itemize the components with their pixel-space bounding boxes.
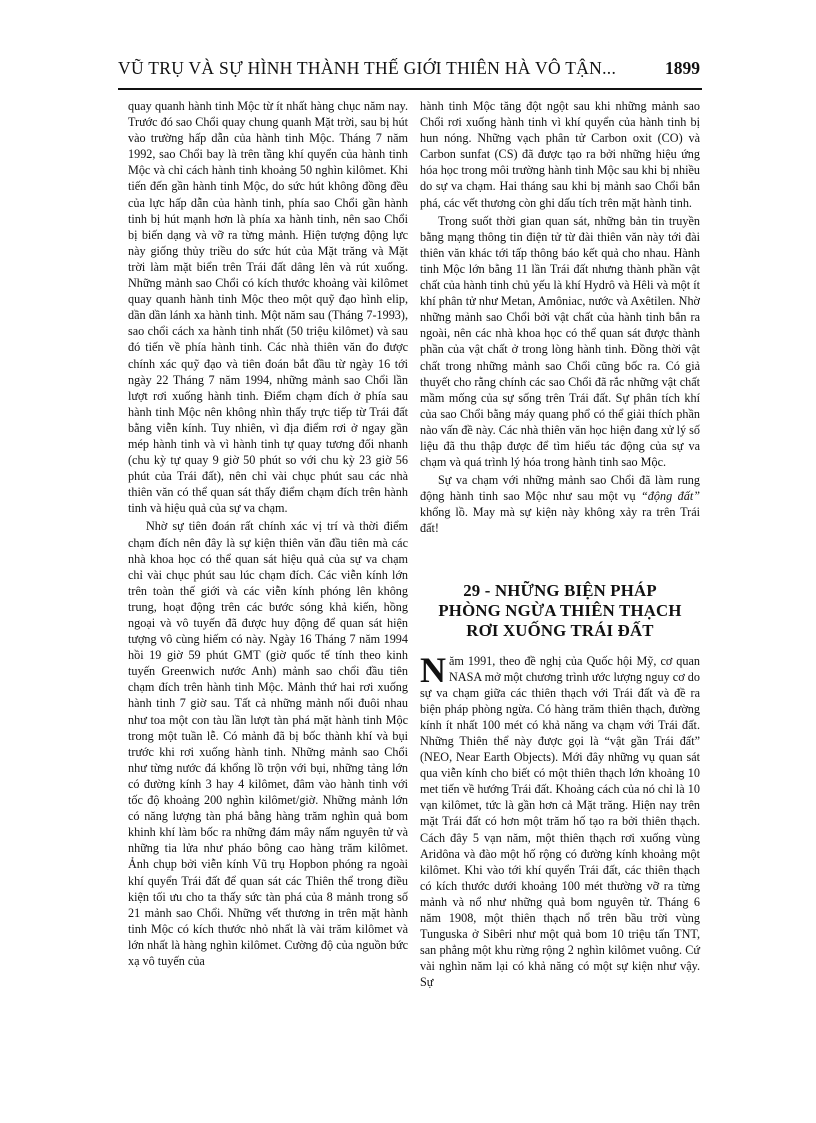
left-column — [128, 98, 408, 969]
italic-term: “động đất” — [641, 489, 700, 504]
paragraph — [420, 472, 700, 536]
header-rule — [118, 88, 702, 90]
paragraph — [420, 649, 700, 991]
text-span: ăm 1991, theo đề nghị của Quốc hội Mỹ, cơ quan NASA mở một chương trình ước lượng nguy cơ do sự va chạm giữa các thiên thạch với Trái đất và đề ra biện pháp phòng ngừa. Có hàng trăm thiên thạch, đường kính ít nhất 100 mét có khả năng va chạm với Trái đất. Những Thiên thể này được gọi là “vật gần Trái đất” (NEO, Near Earth Objects). Mới đây những vụ quan sát qua viễn kính cho biết có một thiên thạch lớn khoảng 10 met tiến về hướng Trái đất. Khoảng cách của nó chỉ là 10 vạn kilômet, tức là gần hơn cả Mặt trăng. Hiện nay trên mặt Trái đất có hơn một trăm hố tạo ra bởi thiên thạch. Cách đây 5 vạn năm, một thiên thạch rơi xuống vùng Aridôna và đào một hố rộng có đường kính khoảng một kilômet. Khi vào tới khí quyển Trái đất, các thiên thạch có kích thước dưới khoảng 100 mét thường vỡ ra từng mảnh và nổ như những quả bom nguyên tử. Tháng 6 năm 1908, một thiên thạch nổ trên bầu trời vùng Tunguska ở Sibêri như một quả bom 10 triệu tấn TNT, san phẳng một khu rừng rộng 2 nghìn kilômet vuông. Cứ vài nghìn năm lại có khả năng có một sự kiện như vậy. Sự — [420, 653, 700, 990]
right-column — [420, 98, 700, 991]
page-number: 1899 — [665, 58, 700, 78]
page-header — [118, 58, 700, 88]
paragraph: Trong suốt thời gian quan sát, những bản tin truyền bằng mạng thông tin điện tử từ đài thiên văn này tới đài thiên văn khác tới tấp thông báo kết quả cho nhau. Hành tinh Mộc lớn bằng 11 lần Trái đất nhưng thành phần vật chất của hành tinh chủ yếu là khí Hydrô và Hêli và một ít khí phân tử như Metan, Amôniac, nước và Axêtilen. Nhờ những mảnh sao Chổi bởi vật chất của hành tinh bắn ra ngoài, nên các nhà khoa học có thể quan sát được thành phần của vật chất ở trong lòng hành tinh. Đồng thời vật chất trong những mảnh sao Chổi cũng bốc ra. Có giả thuyết cho rằng chính các sao Chổi đã rắc những vật chất mầm mống của sự sống trên Trái đất. Sự phân tích khí của sao Chổi bằng máy quang phổ có thể giải thích phần nào vấn đề này. Các nhà thiên văn học hiện đang xử lý số liệu đã thu thập được để tìm hiểu tác động của sự va chạm và quá trình lý hóa trong hành tinh sao Mộc. — [420, 213, 700, 470]
text-span: Sự va chạm với những mảnh sao Chổi đã làm rung động hành tinh sao Mộc như sau một vụ — [420, 473, 700, 504]
text-span: khổng lồ. May mà sự kiện này không xảy ra trên Trái đất! — [420, 505, 700, 536]
paragraph: Nhờ sự tiên đoán rất chính xác vị trí và thời điểm chạm đích nên đây là sự kiện thiên văn đầu tiên mà các nhà khoa học có thể quan sát hiệu quả của sự va chạm chỉ vài chục phút sau lúc chạm đích. Các viễn kính lớn trên toàn thế giới và các viễn kính phóng lên không trung, hoạt động trên các bước sóng khả kiến, hồng ngoại và vô tuyến đã được huy động để quan sát hiện tượng vô cùng hiếm có này. Ngày 16 Tháng 7 năm 1994 hồi 19 giờ 59 phút GMT (giờ quốc tế tính theo kinh tuyến Greenwich nước Anh) mảnh sao chổi đầu tiên chạm đích trên hành tinh Mộc. Mảnh thứ hai rơi xuống hành tinh 7 giờ sau. Tất cả những mảnh nối đuôi nhau như toa một con tàu lần lượt tàn phá mặt hành tinh Mộc trong một tuần lễ. Có mảnh đã bị bốc thành khí và bụi trước khi rơi xuống hành tinh. Những mảnh sao Chổi như từng nước đá khổng lồ trộn với bụi, những tảng lớn có đường kính 3 hay 4 kilômet, đâm vào hành tinh với tốc độ khoảng 200 nghìn kilômet/giờ. Những mảnh lớn có năng lượng tàn phá bằng hàng trăm nghìn quả bom khinh khí làm bốc ra những đám mây nấm nguyên tử và những tia lửa như pháo bông cao hàng trăm kilômet. Ảnh chụp bởi viễn kính Vũ trụ Hopbon phóng ra ngoài khí quyển Trái đất để quan sát các Thiên thể trong điều kiện tối ưu cho ta thấy sức tàn phá của 8 mảnh trong số 21 mảnh sao Chổi. Những vết thương in trên mặt hành tinh Mộc có kích thước nhỏ nhất là vài trăm kilômet và lớn nhất là hàng nghìn kilômet. Cường độ của nguồn bức xạ vô tuyến của — [128, 519, 408, 968]
paragraph: quay quanh hành tinh Mộc từ ít nhất hàng chục năm nay. Trước đó sao Chổi quay chung quanh Mặt trời, sau bị hút vào trường hấp dẫn của hành tinh Mộc. Tháng 7 năm 1992, sao Chổi bay là trên tầng khí quyển của hành tinh Mộc và chỉ cách hành tinh khoảng 50 nghìn kilômet. Khi tiến đến gần hành tinh Mộc, do sức hút không đồng đều của lực hấp dẫn của hành tinh, phía sao Chổi gần hành tinh bị hút mạnh hơn là phía xa hành tinh, nên sao Chổi bị biến dạng và vỡ ra từng mảnh. Hiện tượng động lực này giống thủy triều do sức hút của Mặt trăng và Mặt trời làm mặt biển trên Trái đất dâng lên và rút xuống. Những mảnh sao Chổi có kích thước khoảng vài kilômet quay quanh hành tinh Mộc theo một quỹ đạo hình elip, dần dần lánh xa hành tinh. Một năm sau (Tháng 7-1993), sao chổi cách xa hành tinh nhất (50 triệu kilômet) và sau đó tiến về phía hành tinh. Các nhà thiên văn đo được chính xác quỹ đạo và tiên đoán bắt đầu từ ngày 16 tới ngày 22 Tháng 7 năm 1994, những mảnh sao Chổi lần lượt rơi xuống hành tinh. Điểm chạm đích ở phía sau hành tinh Mộc nên không nhìn thấy trực tiếp từ Trái đất bằng viễn kính. Tuy nhiên, vì địa điểm rơi ở ngay gần mép hành tinh và vì hành tinh tự quay tương đối nhanh (chu kỳ tự quay 9 giờ 50 phút so với chu kỳ 23 giờ 56 phút của Trái đất), nên chỉ vài chục phút sau các nhà thiên văn có thể quan sát thấy điểm chạm đích trên hành tinh và hiệu quả của sự va chạm. — [128, 99, 408, 516]
paragraph: hành tinh Mộc tăng đột ngột sau khi những mảnh sao Chổi rơi xuống hành tinh vì khí quyển của hành tinh bị hun nóng. Những vạch phân tử Carbon oxit (CO) và Carbon sunfat (CS) đã được tạo ra bởi những hiệu ứng hóa học trong môi trường hành tinh Mộc sau khi bị nhiều do sự va chạm. Hai tháng sau khi bị mảnh sao Chổi bắn phá, các vết thương còn ghi dấu tích trên mặt hành tinh. — [420, 99, 700, 210]
drop-cap: N — [420, 649, 446, 690]
section-heading — [420, 581, 700, 641]
section-heading-line: 29 - NHỮNG BIỆN PHÁP — [463, 580, 657, 600]
section-heading-line: RƠI XUỐNG TRÁI ĐẤT — [466, 620, 654, 640]
running-title: VŨ TRỤ VÀ SỰ HÌNH THÀNH THẾ GIỚI THIÊN HÀ VÔ TẬN... — [118, 58, 617, 78]
section-heading-line: PHÒNG NGỪA THIÊN THẠCH — [438, 600, 682, 620]
